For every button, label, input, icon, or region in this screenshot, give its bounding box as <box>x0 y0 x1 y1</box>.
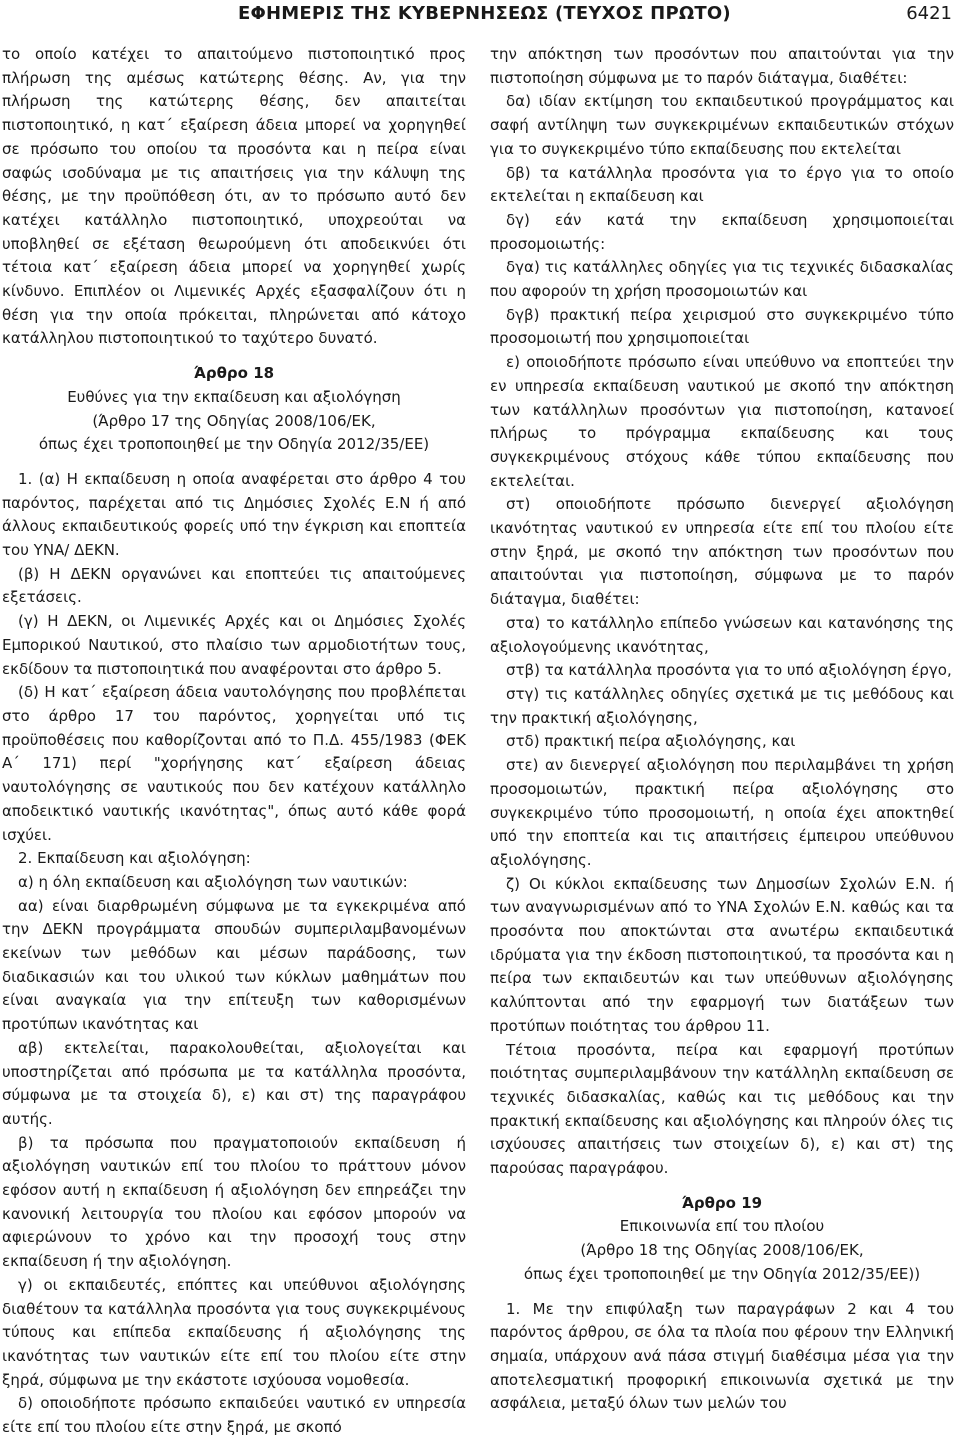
paragraph: (δ) Η κατ΄ εξαίρεση άδεια ναυτολόγησης που προβλέπεται στο άρθρο 17 του παρόντος, χορηγείται υπό τις προϋποθέσεις που καθορίζονται από το Π.Δ. 455/1983 (ΦΕΚ Α΄ 171) περί "χορήγησης κατ΄ εξαίρεση άδειας ναυτολόγησης σε ναυτικούς που δεν κατέχουν κατάλληλο αποδεικτικό ναυτικής ικανότητας", όπως αυτό κάθε φορά ισχύει. <box>2 683 466 844</box>
paragraph: γ) οι εκπαιδευτές, επόπτες και υπεύθυνοι αξιολόγησης διαθέτουν τα κατάλληλα προσόντα για τους συγκεκριμένους τύπους και επίπεδα εκπαίδευσης ή αξιολόγησης της ικανότητας των ναυτικών είτε επί του πλοίου είτε στην ξηρά, σύμφωνα με την εκάστοτε ισχύουσα νομοθεσία. <box>2 1275 466 1389</box>
paragraph: δ) οποιοδήποτε πρόσωπο εκπαιδεύει ναυτικό εν υπηρεσία είτε επί του πλοίου είτε στην ξηρά, με σκοπό <box>2 1394 466 1437</box>
paragraph: στα) το κατάλληλο επίπεδο γνώσεων και κατανόησης της αξιολογούμενης ικανότητας, <box>490 613 954 656</box>
article-18-amendment: όπως έχει τροποποιηθεί με την Οδηγία 2012/35/ΕΕ) <box>38 435 430 454</box>
paragraph: 1. Με την επιφύλαξη των παραγράφων 2 και 4 του παρόντος άρθρου, σε όλα τα πλοία που φέρουν την Ελληνική σημαία, υπάρχουν ανά πάσα στιγμή διαθέσιμα μέσα για την αποτελεσματική προφορική επικοινωνία σχετικά με την ασφάλεια, μεταξύ όλων των μελών του <box>490 1299 954 1413</box>
paragraph: δγα) τις κατάλληλες οδηγίες για τις τεχνικές διδασκαλίας που αφορούν τη χρήση προσομοιωτών και <box>490 258 954 301</box>
article-18-heading: Ευθύνες για την εκπαίδευση και αξιολόγηση <box>67 387 401 406</box>
paragraph: ζ) Οι κύκλοι εκπαίδευσης των Δημοσίων Σχολών Ε.Ν. ή των αναγνωρισμένων από το ΥΝΑ Σχολών Ε.Ν. καθώς και τα προσόντα που αποκτώνται στα ανωτέρω εκπαιδευτικά ιδρύματα για την έκδοση πιστοποιητικού, τα προσόντα και η πείρα των εκπαιδευτών και των υπεύθυνων αξιολόγησης καλύπτονται από την εφαρμογή των διατάξεων των προτύπων ποιότητας του άρθρου 11. <box>490 874 954 1035</box>
paragraph: αβ) εκτελείται, παρακολουθείται, αξιολογείται και υποστηρίζεται από πρόσωπα με τα κατάλληλα προσόντα, σύμφωνα με τα στοιχεία δ), ε) και στ) της παραγράφου αυτής. <box>2 1038 466 1128</box>
paragraph: αα) είναι διαρθρωμένη σύμφωνα με τα εγκεκριμένα από την ΔΕΚΝ προγράμματα σπουδών συμπεριλαμβανομένων εκείνων των μεθόδων και μέσων παράδοσης, των διαδικασιών και του υλικού των κύκλων μαθημάτων που είναι αναγκαία για την επίτευξη των καθορισμένων προτύπων ικανότητας και <box>2 896 466 1034</box>
article-18-title: Άρθρο 18 <box>193 364 275 383</box>
paragraph: στ) οποιοδήποτε πρόσωπο διενεργεί αξιολόγηση ικανότητας ναυτικού εν υπηρεσία είτε επί του πλοίου είτε στην ξηρά, με σκοπό την απόκτηση των προσόντων που απαιτούνται για πιστοποίηση, σύμφωνα με το παρόν διάταγμα, διαθέτει: <box>490 495 954 609</box>
article-19-amendment: όπως έχει τροποποιηθεί με την Οδηγία 2012/35/ΕΕ)) <box>523 1264 921 1283</box>
paragraph: την απόκτηση των προσόντων που απαιτούνται για την πιστοποίηση σύμφωνα με το παρόν διάταγμα, διαθέτει: <box>490 45 954 87</box>
paragraph: δγ) εάν κατά την εκπαίδευση χρησιμοποιείται προσομοιωτής: <box>490 210 954 253</box>
article-19-title: Άρθρο 19 <box>681 1193 763 1212</box>
article-19-heading: Επικοινωνία επί του πλοίου <box>619 1217 825 1236</box>
paragraph: Τέτοια προσόντα, πείρα και εφαρμογή προτύπων ποιότητας συμπεριλαμβάνουν την κατάλληλη εκπαίδευση σε τεχνικές διδασκαλίας, καθώς και τις μεθόδους και την πρακτική εκπαίδευσης και αξιολόγησης και πληρούν όλες τις ισχύουσες απαιτήσεις των στοιχείων δ), ε) και στ) της παρούσας παραγράφου. <box>490 1040 954 1178</box>
paragraph: δβ) τα κατάλληλα προσόντα για το έργο για το οποίο εκτελείται η εκπαίδευση και <box>490 163 954 206</box>
paragraph: β) τα πρόσωπα που πραγματοποιούν εκπαίδευση ή αξιολόγηση ναυτικών επί του πλοίου το πράττουν μόνον εφόσον αυτή η εκπαίδευση ή αξιολόγηση δεν επηρεάζει την κανονική λειτουργία του πλοίου και εφόσον μπορούν να αφιερώνουν το χρόνο και την προσοχή τους στην εκπαίδευση ή την αξιολόγηση. <box>2 1133 466 1271</box>
article-18-reference: (Άρθρο 17 της Οδηγίας 2008/106/ΕΚ, <box>92 411 376 430</box>
paragraph: α) η όλη εκπαίδευση και αξιολόγηση των ναυτικών: <box>18 872 408 891</box>
paragraph: στβ) τα κατάλληλα προσόντα για το υπό αξιολόγηση έργο, <box>506 661 952 680</box>
article-19-reference: (Άρθρο 18 της Οδηγίας 2008/106/ΕΚ, <box>580 1241 864 1260</box>
left-column <box>2 43 466 1440</box>
paragraph: 1. (α) Η εκπαίδευση η οποία αναφέρεται στο άρθρο 4 του παρόντος, παρέχεται από τις Δημόσιες Σχολές Ε.Ν ή από άλλους εκπαιδευτικούς φορείς υπό την έγκριση και εποπτεία του ΥΝΑ/ ΔΕΚΝ. <box>2 469 466 560</box>
paragraph: (β) Η ΔΕΚΝ οργανώνει και εποπτεύει τις απαιτούμενες εξετάσεις. <box>2 564 466 607</box>
paragraph: (γ) Η ΔΕΚΝ, οι Λιμενικές Αρχές και οι Δημόσιες Σχολές Εμπορικού Ναυτικού, στο πλαίσιο των αρμοδιοτήτων τους, εκδίδουν τα πιστοποιητικά που αναφέρονται στο άρθρο 5. <box>2 612 466 678</box>
gazette-title: ΕΦΗΜΕΡΙΣ ΤΗΣ ΚΥΒΕΡΝΗΣΕΩΣ (ΤΕΥΧΟΣ ΠΡΩΤΟ) <box>238 3 731 24</box>
right-column <box>490 43 954 1416</box>
paragraph: στγ) τις κατάλληλες οδηγίες σχετικά με τις μεθόδους και την πρακτική αξιολόγησης, <box>490 684 954 727</box>
paragraph: δα) ιδίαν εκτίμηση του εκπαιδευτικού προγράμματος και σαφή αντίληψη των συγκεκριμένων εκπαιδευτικών στόχων για το συγκεκριμένο τύπο εκπαίδευσης που εκτελείται <box>490 92 954 158</box>
paragraph: το οποίο κατέχει το απαιτούμενο πιστοποιητικό προς πλήρωση της αμέσως κατώτερης θέσης. Αν, για την πλήρωση της κατώτερης θέσης, δεν απαιτείται πιστοποιητικό, η κατ΄ εξαίρεση άδεια μπορεί να χορηγηθεί σε πρόσωπο του οποίου τα προσόντα και η πείρα είναι σαφώς ισοδύναμα με τις απαιτήσεις για την κάλυψη της θέσης, με την προϋπόθεση ότι, αν το πρόσωπο αυτό δεν κατέχει κατάλληλο πιστοποιητικό, υποχρεούται να υποβληθεί σε εξέταση θεωρούμενη ότι αποδεικνύει ότι τέτοια κατ΄ εξαίρεση άδεια μπορεί να χορηγηθεί χωρίς κίνδυνο. Επιπλέον οι Λιμενικές Αρχές εξασφαλίζουν ότι η θέση για την οποία πρόκειται, πληρώνεται από κάτοχο κατάλληλου πιστοποιητικού το ταχύτερο δυνατό. <box>2 45 466 348</box>
paragraph: στε) αν διενεργεί αξιολόγηση που περιλαμβάνει τη χρήση προσομοιωτών, πρακτική πείρα αξιολόγησης στο συγκεκριμένο τύπο προσομοιωτή, η οποία έχει αποκτηθεί υπό την εποπτεία και τις απαιτήσεις έμπειρου υπεύθυνου αξιολόγησης. <box>490 756 954 869</box>
page-number: 6421 <box>906 3 952 24</box>
paragraph: στδ) πρακτική πείρα αξιολόγησης, και <box>506 732 796 751</box>
paragraph: ε) οποιοδήποτε πρόσωπο είναι υπεύθυνο να εποπτεύει την εν υπηρεσία εκπαίδευση ναυτικού με σκοπό την απόκτηση των κατάλληλων προσόντων για πιστοποίηση, κατανοεί πλήρως το πρόγραμμα εκπαίδευσης και τους συγκεκριμένους στόχους κάθε τύπου εκπαίδευσης που εκτελείται. <box>490 353 954 490</box>
paragraph: δγβ) πρακτική πείρα χειρισμού στο συγκεκριμένο τύπο προσομοιωτή που χρησιμοποιείται <box>490 305 954 348</box>
page-header <box>0 0 960 34</box>
paragraph: 2. Εκπαίδευση και αξιολόγηση: <box>18 849 251 868</box>
